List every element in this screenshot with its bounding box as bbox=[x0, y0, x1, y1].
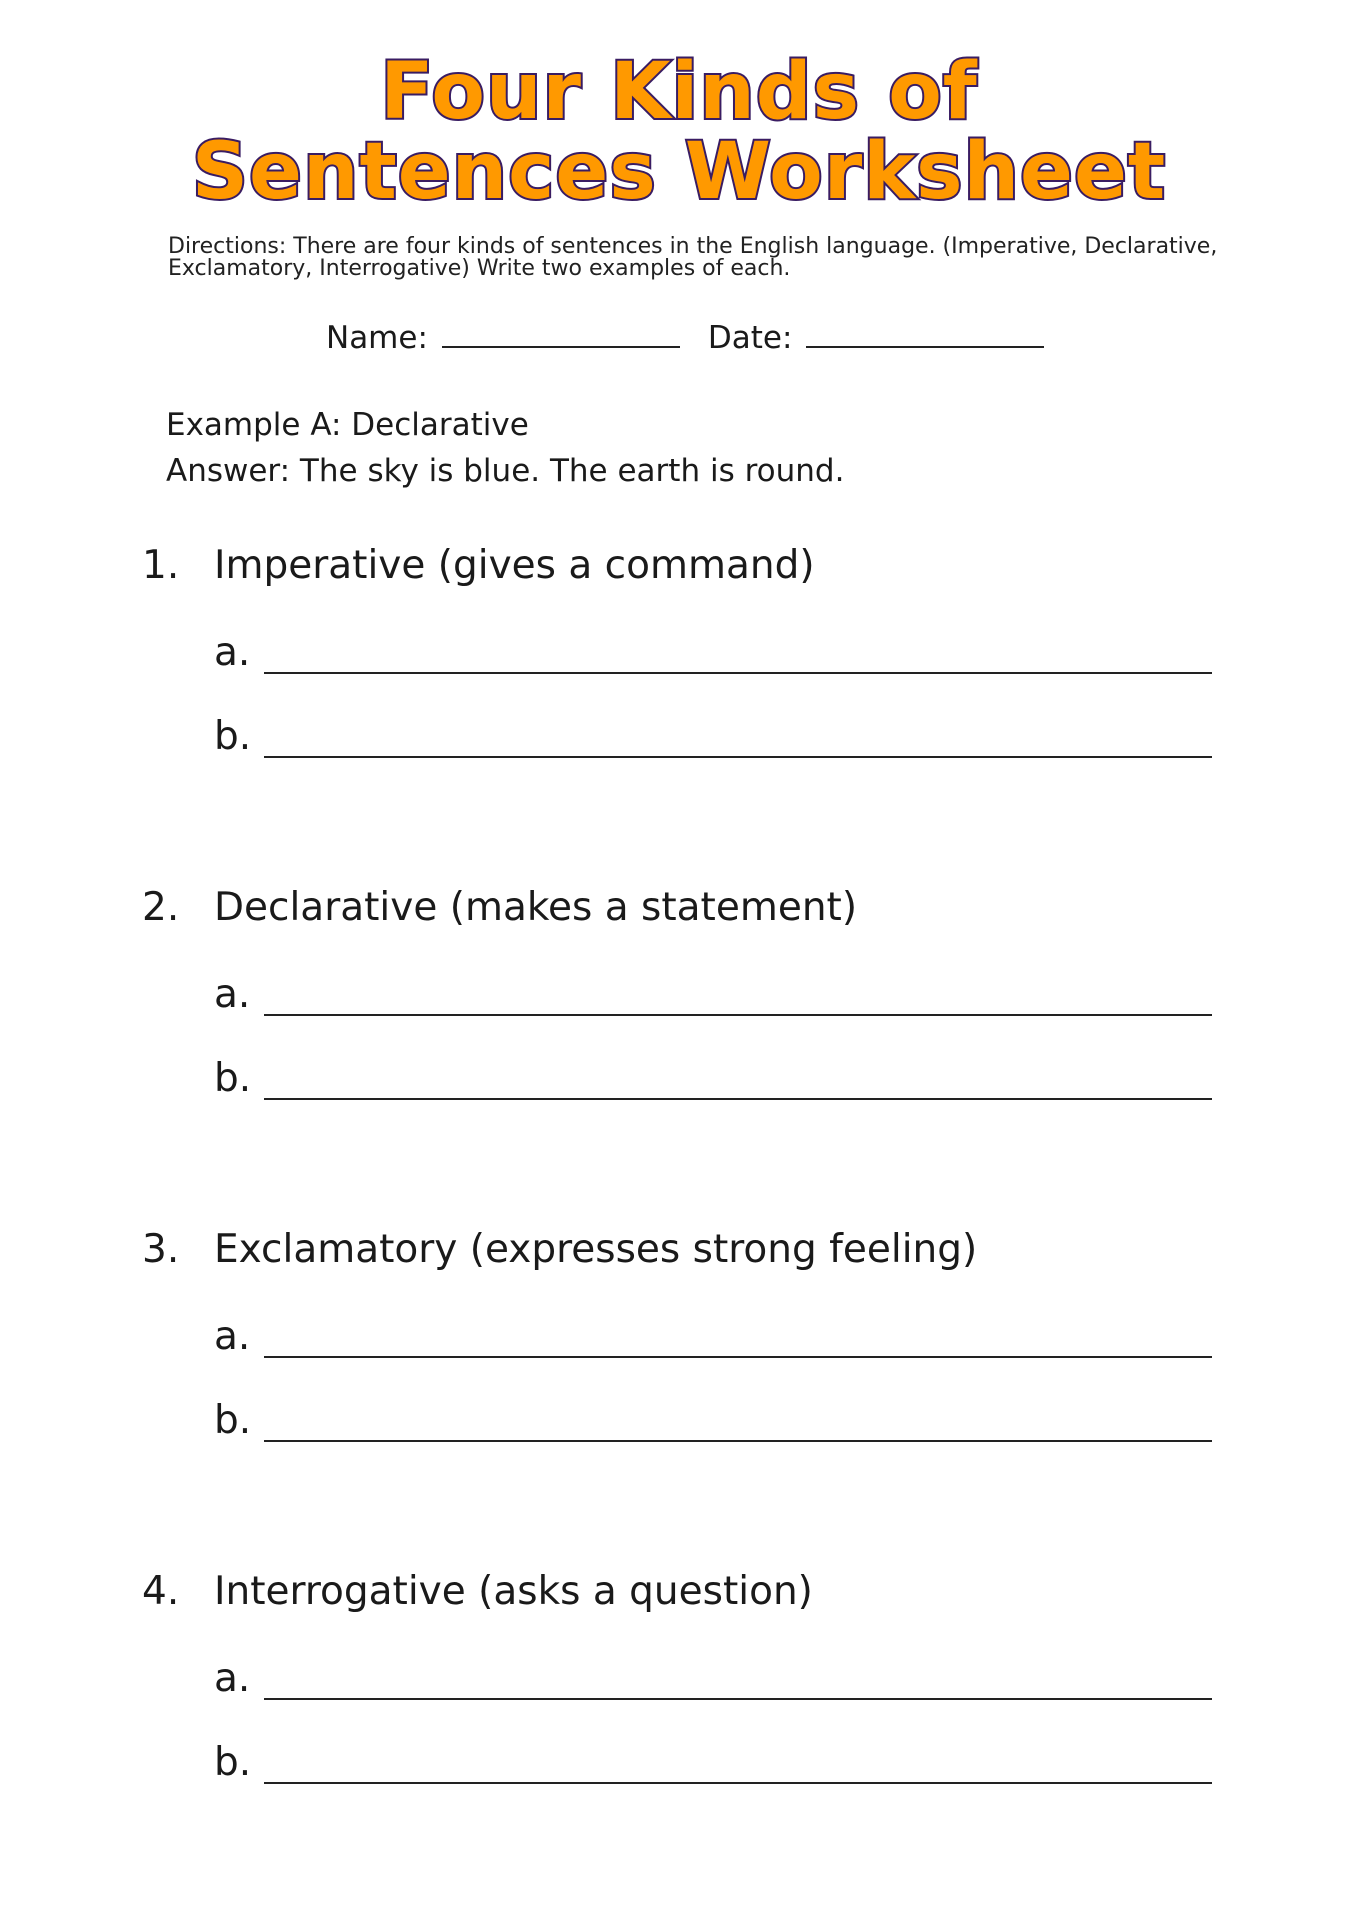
answer-input-2b[interactable] bbox=[264, 1052, 1212, 1100]
worksheet-title bbox=[0, 47, 1358, 217]
answer-letter: b. bbox=[214, 714, 252, 759]
name-date-row bbox=[326, 318, 1044, 358]
name-label: Name: bbox=[326, 320, 428, 356]
answer-input-3b[interactable] bbox=[264, 1394, 1212, 1442]
example-answer: Answer: The sky is blue. The earth is round. bbox=[166, 453, 845, 489]
question-text: Interrogative (asks a question) bbox=[214, 1569, 813, 1614]
answer-row-b bbox=[214, 1392, 1212, 1442]
answer-input-2a[interactable] bbox=[264, 968, 1212, 1016]
answer-row-b bbox=[214, 1050, 1212, 1100]
question-number: 1. bbox=[142, 543, 180, 588]
title-line-2: Sentences Worksheet bbox=[191, 127, 1167, 217]
answer-letter: b. bbox=[214, 1398, 252, 1443]
directions-line-2: Exclamatory, Interrogative) Write two examples of each. bbox=[168, 256, 791, 281]
answer-letter: a. bbox=[214, 972, 251, 1017]
example-label: Example A: Declarative bbox=[166, 407, 529, 443]
example-block bbox=[166, 402, 844, 494]
question-heading bbox=[142, 884, 1212, 932]
answer-input-3a[interactable] bbox=[264, 1310, 1212, 1358]
answer-letter: b. bbox=[214, 1056, 252, 1101]
answer-input-4a[interactable] bbox=[264, 1652, 1212, 1700]
question-text: Declarative (makes a statement) bbox=[214, 885, 858, 930]
question-heading bbox=[142, 542, 1212, 590]
answer-letter: a. bbox=[214, 1656, 251, 1701]
date-label: Date: bbox=[707, 320, 793, 356]
question-heading bbox=[142, 1568, 1212, 1616]
directions bbox=[168, 236, 1218, 280]
question-3 bbox=[142, 1226, 1212, 1443]
answer-input-1a[interactable] bbox=[264, 626, 1212, 674]
answer-row-a bbox=[214, 1650, 1212, 1700]
directions-line-1: Directions: There are four kinds of sentences in the English language. (Imperative, Declarative, bbox=[168, 234, 1218, 259]
answer-letter: a. bbox=[214, 1314, 251, 1359]
answer-row-b bbox=[214, 1734, 1212, 1784]
title-line-1: Four Kinds of bbox=[380, 47, 978, 137]
answer-input-4b[interactable] bbox=[264, 1736, 1212, 1784]
question-heading bbox=[142, 1226, 1212, 1274]
question-1 bbox=[142, 542, 1212, 759]
answer-letter: b. bbox=[214, 1740, 252, 1785]
question-text: Exclamatory (expresses strong feeling) bbox=[214, 1227, 978, 1272]
answer-row-a bbox=[214, 966, 1212, 1016]
name-blank[interactable] bbox=[442, 320, 680, 348]
date-blank[interactable] bbox=[806, 320, 1044, 348]
question-4 bbox=[142, 1568, 1212, 1785]
question-2 bbox=[142, 884, 1212, 1101]
question-number: 2. bbox=[142, 885, 180, 930]
answer-input-1b[interactable] bbox=[264, 710, 1212, 758]
question-number: 3. bbox=[142, 1227, 180, 1272]
answer-row-a bbox=[214, 624, 1212, 674]
answer-row-b bbox=[214, 708, 1212, 758]
answer-letter: a. bbox=[214, 630, 251, 675]
answer-row-a bbox=[214, 1308, 1212, 1358]
question-text: Imperative (gives a command) bbox=[214, 543, 815, 588]
question-number: 4. bbox=[142, 1569, 180, 1614]
